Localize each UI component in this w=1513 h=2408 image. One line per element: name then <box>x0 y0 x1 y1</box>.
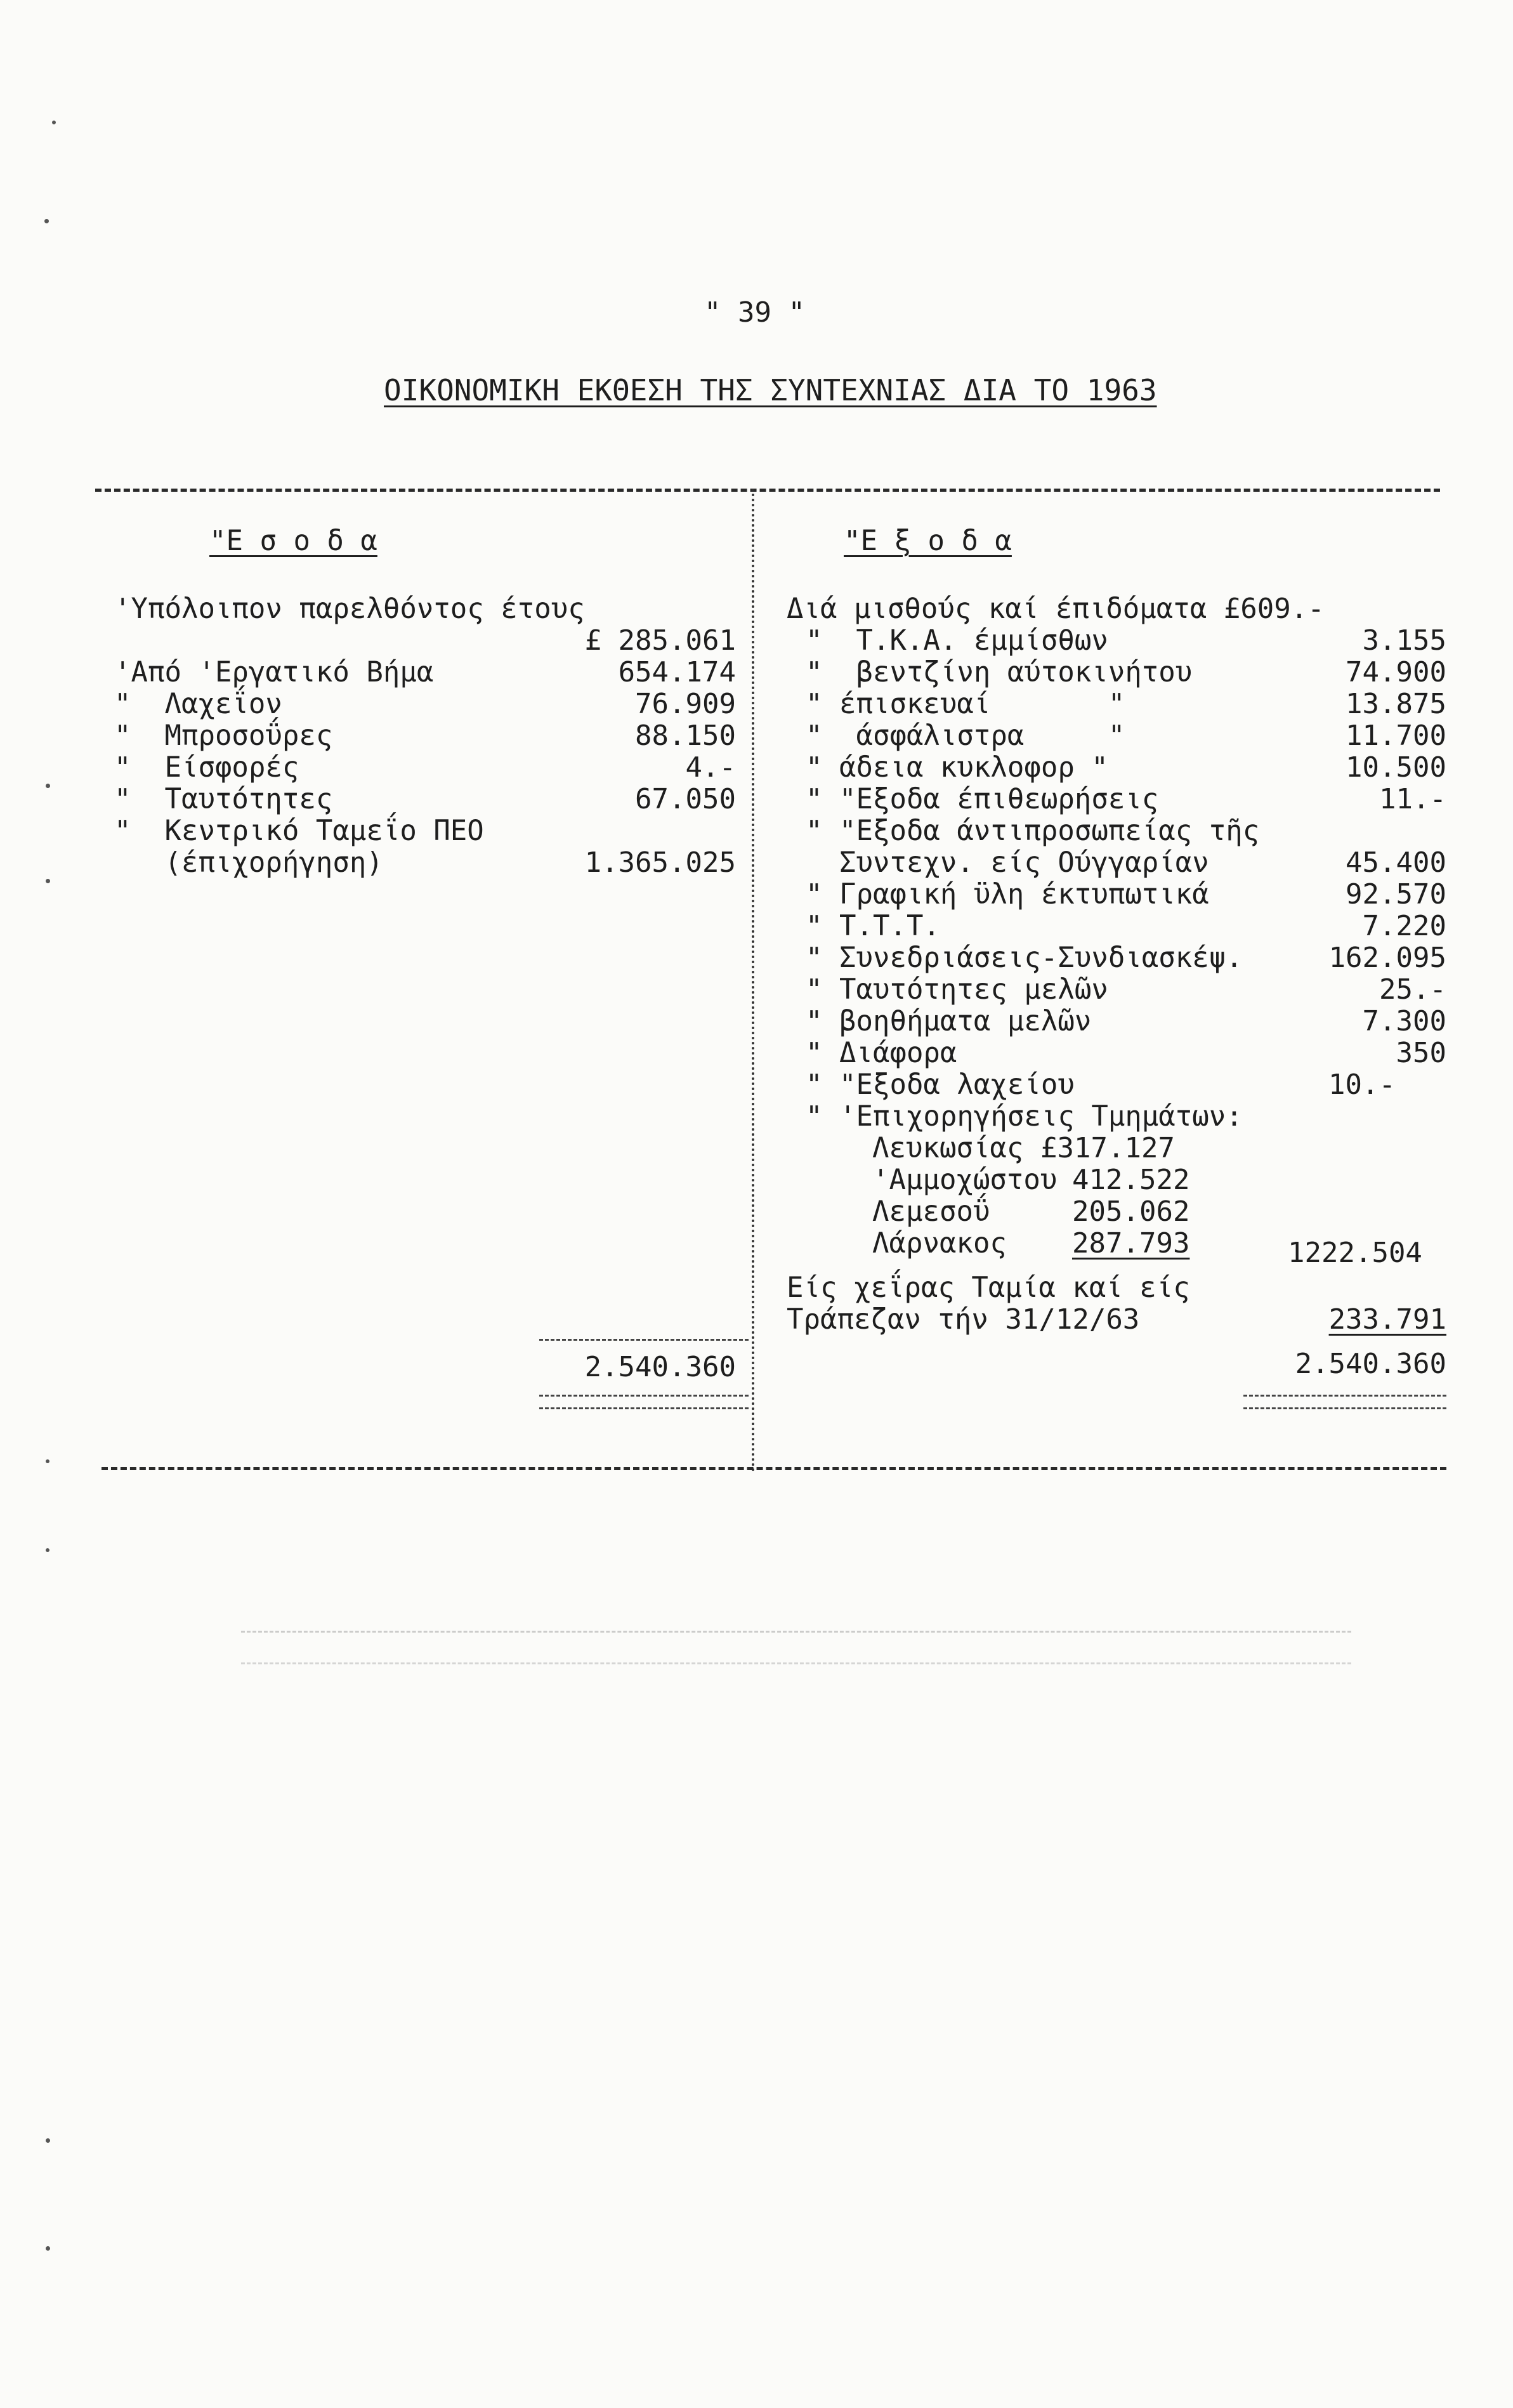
expense-row-amount: 11.- <box>1379 783 1446 815</box>
expense-row-amount: 10.500 <box>1346 751 1446 784</box>
branch-name: Λάρνακος <box>872 1227 1007 1260</box>
expense-row-label: " βεντζίνη αύτοκινήτου <box>806 656 1193 688</box>
income-row-amount: 4.- <box>685 751 736 784</box>
income-total-rule-double <box>539 1407 749 1409</box>
scan-speck <box>46 1459 49 1463</box>
scan-speck <box>46 2246 50 2251</box>
branch-amount: 412.522 <box>1072 1164 1190 1196</box>
expense-row-amount: 13.875 <box>1346 688 1446 720</box>
cash-label-line2: Τράπεζαν τήν 31/12/63 <box>787 1303 1140 1336</box>
expenses-total-rule <box>1243 1395 1446 1397</box>
expense-row-label: " Τ.Τ.Τ. <box>806 910 940 942</box>
expense-row-amount: 10.- <box>1328 1069 1396 1101</box>
income-subtotal-rule <box>539 1339 749 1341</box>
scan-speck <box>44 219 49 223</box>
faint-rule <box>241 1662 1351 1664</box>
income-row-label: 'Από 'Εργατικό Βήμα <box>114 656 434 688</box>
income-row-label: 'Υπόλοιπον παρελθόντος έτους <box>114 593 585 625</box>
branch-amount: 205.062 <box>1072 1195 1190 1228</box>
scan-speck <box>46 784 50 788</box>
income-row-label: " Είσφορές <box>114 751 299 784</box>
expense-row-label: " Ταυτότητες μελῶν <box>806 973 1108 1006</box>
income-row-label: " Λαχεΐον <box>114 688 282 720</box>
branch-amount: 287.793 <box>1072 1227 1190 1260</box>
income-row-amount: 654.174 <box>618 656 736 688</box>
scan-speck <box>46 2138 50 2143</box>
expense-row-label: " Διάφορα <box>806 1037 957 1069</box>
expense-row-label: " Συνεδριάσεις-Συνδιασκέψ. <box>806 942 1243 974</box>
expense-row-label: " "Εξοδα έπιθεωρήσεις <box>806 783 1159 815</box>
branch-name: Λεμεσοΰ <box>872 1195 990 1228</box>
income-row-label: " Ταυτότητες <box>114 783 333 815</box>
expense-row-label: " άσφάλιστρα " <box>806 720 1125 752</box>
table-bottom-rule <box>102 1467 1446 1470</box>
income-row-amount: 88.150 <box>635 720 736 752</box>
cash-label-line1: Είς χεΐρας Ταμία καί είς <box>787 1272 1190 1304</box>
expense-row-label: " "Εξοδα άντιπροσωπείας τῆς <box>806 815 1260 847</box>
income-total: 2.540.360 <box>584 1351 736 1383</box>
income-total-rule <box>539 1395 749 1397</box>
expense-row-amount: 45.400 <box>1346 846 1446 879</box>
column-divider <box>752 489 754 1472</box>
branch-name: Λευκωσίας <box>872 1132 1024 1164</box>
expense-row-label: Διά μισθούς καί έπιδόματα £609.- <box>787 593 1325 625</box>
income-row-label: " Κεντρικό Ταμεΐο ΠΕΟ <box>114 815 484 847</box>
expense-row-amount: 11.700 <box>1346 720 1446 752</box>
expense-row-label: " έπισκευαί " <box>806 688 1125 720</box>
scan-speck <box>52 121 56 124</box>
scan-speck <box>46 879 50 883</box>
branch-name: 'Αμμοχώστου <box>872 1164 1058 1196</box>
expense-row-label: " "Εξοδα λαχείου <box>806 1069 1075 1101</box>
page-number: " 39 " <box>704 296 805 329</box>
income-heading: "Ε σ ο δ α <box>209 525 377 557</box>
expense-row-amount: 162.095 <box>1328 942 1446 974</box>
expense-row-label: Συντεχν. είς Ούγγαρίαν <box>806 846 1209 879</box>
income-row-amount: 1.365.025 <box>584 846 736 879</box>
table-top-rule <box>95 489 1440 492</box>
expense-row-label: " Τ.Κ.Α. έμμίσθων <box>806 624 1108 657</box>
expense-row-amount: 350 <box>1396 1037 1446 1069</box>
page-title: ΟΙΚΟΝΟΜΙΚΗ ΕΚΘΕΣΗ ΤΗΣ ΣΥΝΤΕΧΝΙΑΣ ΔΙΑ ΤΟ 1963 <box>384 373 1157 407</box>
scan-speck <box>46 1548 49 1552</box>
expense-row-amount: 7.300 <box>1362 1005 1446 1037</box>
expenses-total: 2.540.360 <box>1295 1348 1446 1380</box>
faint-rule <box>241 1631 1351 1633</box>
income-row-amount: £ 285.061 <box>584 624 736 657</box>
expense-row-amount: 3.155 <box>1362 624 1446 657</box>
cash-amount: 233.791 <box>1328 1303 1446 1336</box>
expense-row-amount: 7.220 <box>1362 910 1446 942</box>
expense-row-amount: 25.- <box>1379 973 1446 1006</box>
expense-row-amount: 74.900 <box>1346 656 1446 688</box>
expense-row-label: " βοηθήματα μελῶν <box>806 1005 1092 1037</box>
income-row-amount: 67.050 <box>635 783 736 815</box>
income-row-amount: 76.909 <box>635 688 736 720</box>
branches-total: 1222.504 <box>1288 1237 1422 1269</box>
income-row-label: (έπιχορήγηση) <box>114 846 383 879</box>
expenses-heading: "Ε ξ ο δ α <box>844 525 1012 557</box>
expense-row-amount: 92.570 <box>1346 878 1446 911</box>
expenses-total-rule-double <box>1243 1407 1446 1409</box>
expense-row-label: " 'Επιχορηγήσεις Τμημάτων: <box>806 1100 1243 1133</box>
branch-amount: £317.127 <box>1040 1132 1175 1164</box>
expense-row-label: " Γραφική ϋλη έκτυπωτικά <box>806 878 1209 911</box>
income-row-label: " Μπροσοΰρες <box>114 720 333 752</box>
expense-row-label: " άδεια κυκλοφορ " <box>806 751 1108 784</box>
